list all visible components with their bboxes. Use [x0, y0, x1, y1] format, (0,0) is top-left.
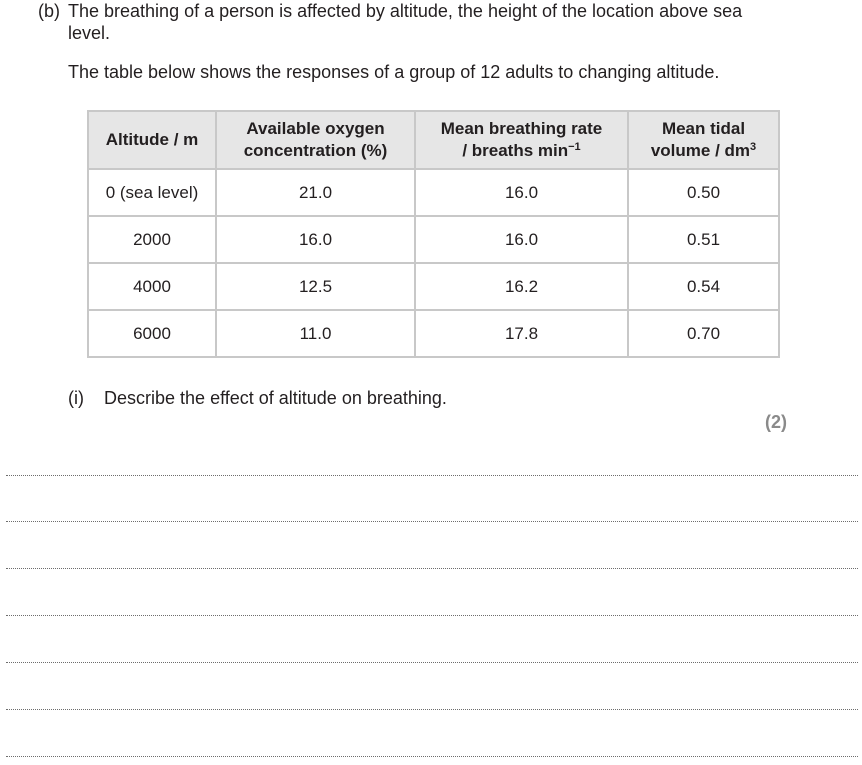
answer-line[interactable]	[6, 756, 858, 757]
table-cell: 16.0	[415, 169, 628, 216]
table-cell: 17.8	[415, 310, 628, 357]
table-cell: 12.5	[216, 263, 415, 310]
marks-indicator: (2)	[765, 412, 787, 432]
sub-question-label: (i)	[68, 388, 84, 408]
table-cell: 16.0	[216, 216, 415, 263]
question-text: The breathing of a person is affected by altitude, the height of the location above sea level.	[68, 1, 743, 43]
question-label: (b)	[38, 1, 60, 21]
table-cell: 6000	[88, 310, 216, 357]
table-cell: 0.51	[628, 216, 779, 263]
table-cell: 11.0	[216, 310, 415, 357]
table-row	[88, 310, 779, 357]
header-oxygen: Available oxygen concentration (%)	[216, 111, 415, 169]
header-altitude: Altitude / m	[88, 111, 216, 169]
answer-line[interactable]	[6, 521, 858, 522]
answer-line[interactable]	[6, 662, 858, 663]
table-cell: 4000	[88, 263, 216, 310]
table-row	[88, 216, 779, 263]
header-tidal-volume: Mean tidal volume / $dm^3$	[628, 111, 779, 169]
answer-line[interactable]	[6, 568, 858, 569]
table-header-row	[88, 111, 779, 169]
table-cell: 0.54	[628, 263, 779, 310]
answer-line[interactable]	[6, 475, 858, 476]
table-row	[88, 263, 779, 310]
table-cell: 0 (sea level)	[88, 169, 216, 216]
table-row	[88, 169, 779, 216]
table-cell: 0.50	[628, 169, 779, 216]
answer-line[interactable]	[6, 615, 858, 616]
table-cell: 0.70	[628, 310, 779, 357]
table-cell: 21.0	[216, 169, 415, 216]
sub-question	[68, 388, 447, 409]
sub-question-text: Describe the effect of altitude on breathing.	[104, 388, 447, 408]
table-cell: 16.2	[415, 263, 628, 310]
table-intro: The table below shows the responses of a group of 12 adults to changing altitude.	[68, 62, 720, 82]
answer-line[interactable]	[6, 709, 858, 710]
table-cell: 2000	[88, 216, 216, 263]
table-cell: 16.0	[415, 216, 628, 263]
data-table	[87, 110, 780, 358]
header-breathing-rate: Mean breathing rate / breaths $\min^{-1}$	[415, 111, 628, 169]
